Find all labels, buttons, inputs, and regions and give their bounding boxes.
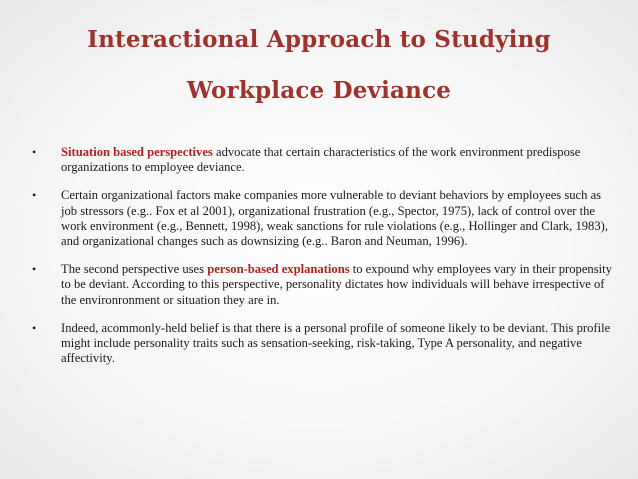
bullet-item: [32, 188, 612, 249]
bullet-item: [32, 321, 612, 367]
bullet-text: to expound why employees vary in their propensity to be deviant. According to this perspective, personality dictates how individuals will behave irrespective of the environronment or situation they are in.: [61, 262, 612, 307]
highlight-text: Situation based perspectives: [61, 145, 213, 159]
bullet-list: [32, 145, 612, 379]
title-line-2: Workplace Deviance: [186, 77, 452, 104]
bullet-item: [32, 145, 612, 175]
highlight-text: person-based explanations: [207, 262, 350, 277]
bullet-marker: •: [32, 262, 37, 277]
bullet-marker: •: [32, 188, 37, 203]
title-line-1: Interactional Approach to Studying: [87, 26, 551, 53]
bullet-text: Indeed, acommonly-held belief is that there is a personal profile of someone likely to be deviant. This profile might include personality traits such as sensation-seeking, risk-taking, Type A personality, and negative affectivity.: [61, 320, 611, 366]
bullet-text: Certain organizational factors make companies more vulnerable to deviant behaviors by employees such as job stressors (e.g.. Fox et al 2001), organizational frustration (e.g., Spector, 1975), lack of control over the work environment (e.g., Bennett, 1998), weak sanctions for rule violations (e.g., Hollinger and Clark, 1983), and organizational changes such as downsizing (e.g.. Baron and Neuman, 1996).: [61, 188, 608, 249]
bullet-item: [32, 262, 612, 308]
bullet-text: advocate that certain characteristics of the work environment predispose organizations to employee deviance.: [61, 145, 581, 175]
bullet-text: The second perspective uses: [61, 262, 208, 277]
bullet-marker: •: [32, 145, 37, 159]
bullet-marker: •: [32, 320, 37, 335]
slide-title: [0, 14, 638, 116]
